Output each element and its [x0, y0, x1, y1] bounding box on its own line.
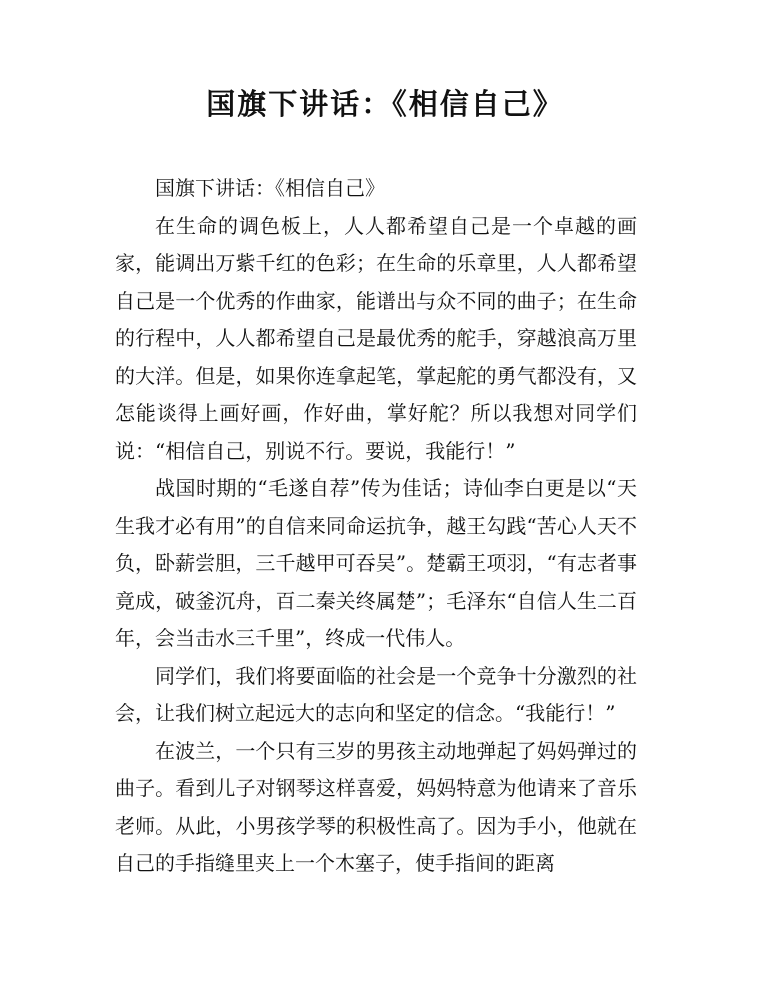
- paragraph-subtitle: 国旗下讲话：《相信自己》: [155, 176, 385, 200]
- paragraph-4: 在波兰，一个只有三岁的男孩主动地弹起了妈妈弹过的曲子。看到儿子对钢琴这样喜爱，妈妈特意为他请来了音乐老师。从此，小男孩学琴的积极性高了。因为手小，他就在自己的手指缝里夹上一个木塞子，使手指间的距离: [115, 738, 637, 875]
- document-title: 国旗下讲话：《相信自己》: [206, 87, 564, 121]
- paragraph-3: 同学们，我们将要面临的社会是一个竞争十分激烈的社会，让我们树立起远大的志向和坚定的信念。“我能行！”: [115, 663, 637, 725]
- paragraph-1: 在生命的调色板上，人人都希望自己是一个卓越的画家，能调出万紫千红的色彩；在生命的乐章里，人人都希望自己是一个优秀的作曲家，能谱出与众不同的曲子；在生命的行程中，人人都希望自己是最优秀的舵手，穿越浪高万里的大洋。但是，如果你连拿起笔，掌起舵的勇气都没有，又怎能谈得上画好画，作好曲，掌好舵？所以我想对同学们说：“相信自己，别说不行。要说，我能行！”: [115, 213, 637, 463]
- document-body: [115, 170, 637, 883]
- paragraph-2: 战国时期的“毛遂自荐”传为佳话；诗仙李白更是以“天生我才必有用”的自信来同命运抗争，越王勾践“苦心人天不负，卧薪尝胆，三千越甲可吞吴”。楚霸王项羽，“有志者事竟成，破釜沉舟，百二秦关终属楚”；毛泽东“自信人生二百年，会当击水三千里”，终成一代伟人。: [115, 476, 637, 650]
